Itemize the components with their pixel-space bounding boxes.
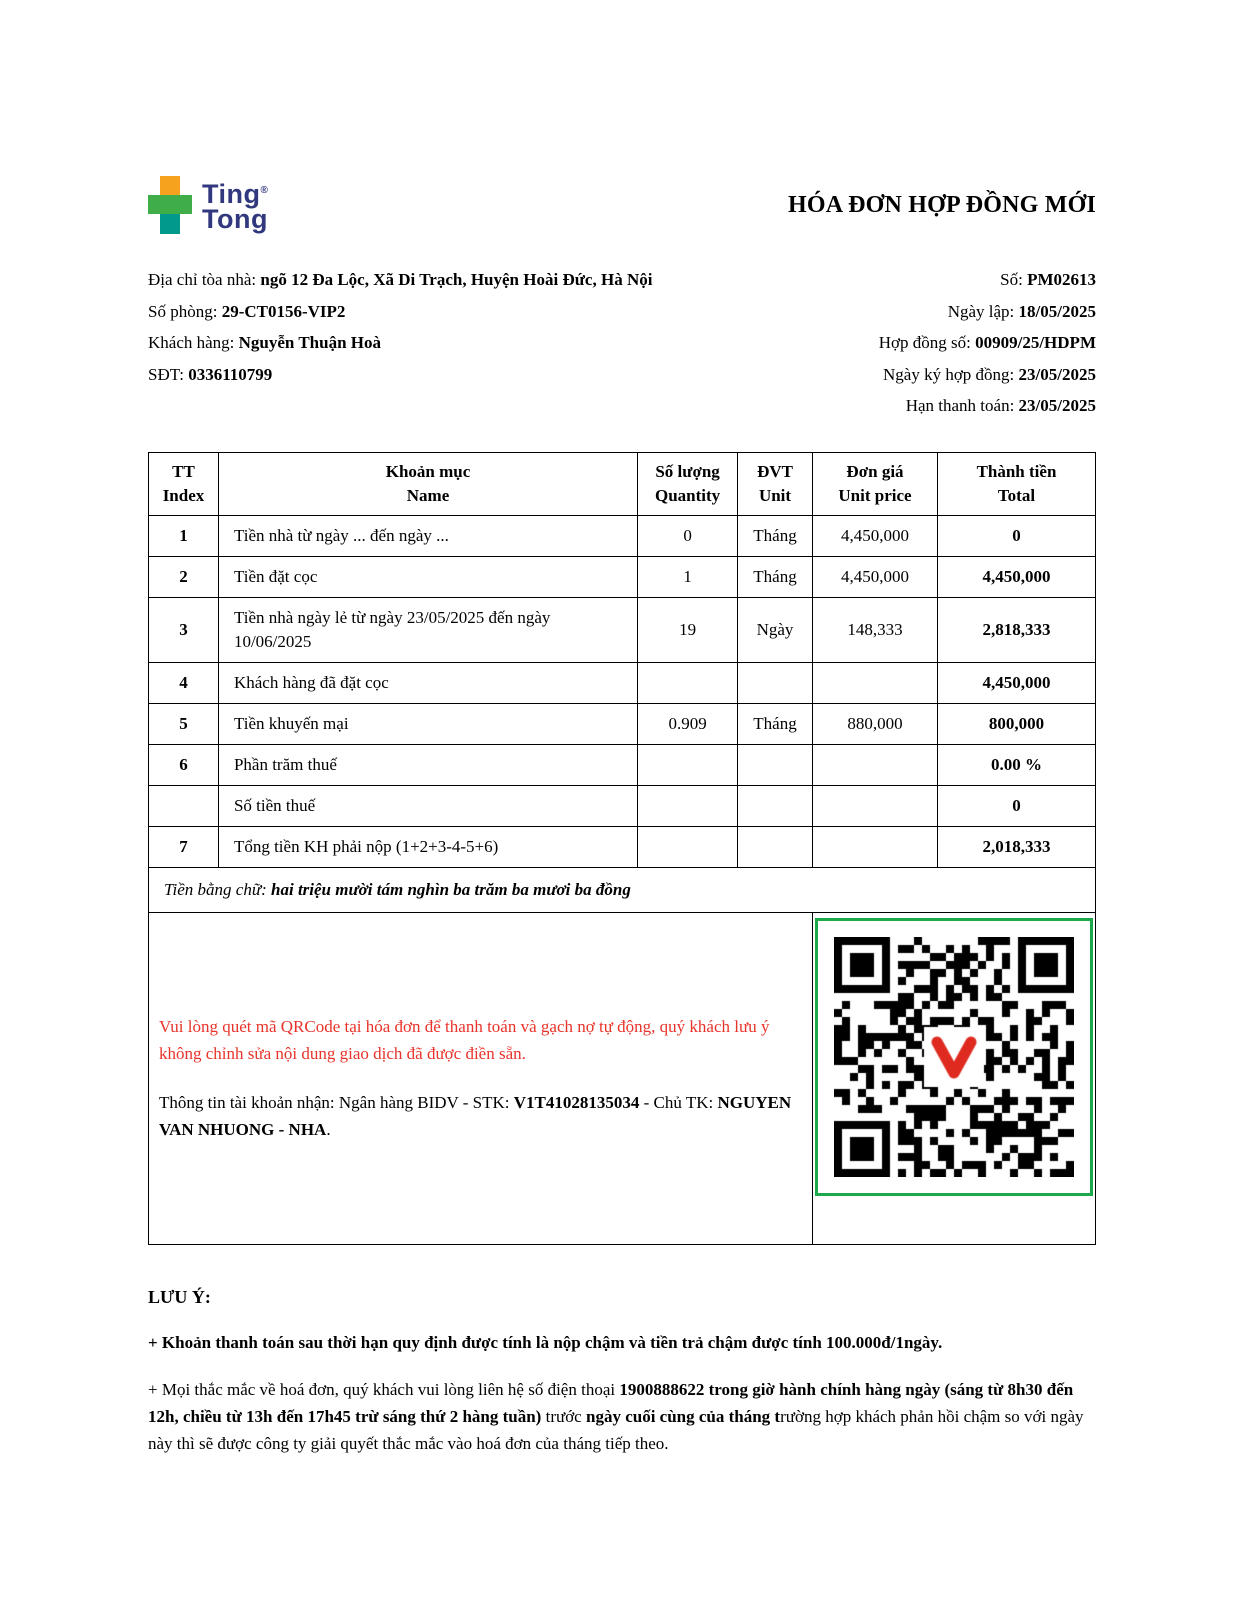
- cell-unit-price: 880,000: [813, 703, 938, 744]
- amount-in-words-value: hai triệu mười tám nghìn ba trăm ba mươi ba đồng: [271, 879, 631, 899]
- issue-date-row: [660, 296, 1096, 328]
- notes-heading: LƯU Ý:: [148, 1286, 211, 1307]
- cell-quantity: [638, 785, 738, 826]
- account-suffix: .: [326, 1120, 331, 1139]
- cell-total: 800,000: [937, 703, 1095, 744]
- cell-total: 4,450,000: [937, 556, 1095, 597]
- document-title: HÓA ĐƠN HỢP ĐỒNG MỚI: [787, 192, 1096, 218]
- cell-index: 1: [149, 515, 219, 556]
- cell-name: Tiền khuyến mại: [218, 703, 637, 744]
- building-address-row: [148, 264, 660, 296]
- note-hotline-seg-0: + Mọi thắc mắc về hoá đơn, quý khách vui lòng liên hệ số điện thoại: [148, 1379, 620, 1399]
- cell-name: Tổng tiền KH phải nộp (1+2+3-4-5+6): [218, 826, 637, 867]
- cell-unit-price: [813, 826, 938, 867]
- room-number-row: [148, 296, 660, 328]
- cell-unit: [738, 662, 813, 703]
- account-prefix: Thông tin tài khoản nhận: Ngân hàng BIDV - STK:: [159, 1093, 514, 1112]
- qr-warning-text: Vui lòng quét mã QRCode tại hóa đơn để thanh toán và gạch nợ tự động, quý khách lưu ý không chỉnh sửa nội dung giao dịch đã được điền sẵn.: [159, 1017, 770, 1063]
- table-row: [149, 515, 1096, 556]
- cell-unit-price: 4,450,000: [813, 515, 938, 556]
- due-date-value: 23/05/2025: [1018, 396, 1096, 415]
- cell-index: 3: [149, 597, 219, 662]
- col-header-index: TT Index: [149, 452, 219, 515]
- cell-quantity: 0.909: [638, 703, 738, 744]
- cell-index: 7: [149, 826, 219, 867]
- payment-row: [149, 912, 1096, 1244]
- cell-unit: Tháng: [738, 556, 813, 597]
- payment-info-cell: [149, 912, 813, 1244]
- notes-section: [148, 1287, 1096, 1457]
- table-row: [149, 826, 1096, 867]
- header-row: [149, 452, 1096, 515]
- note-hotline-seg-4: rường hợp khách phản hồi chậm so với ngày này thì sẽ được công ty giải quyết thắc mắc vào hoá đơn của tháng tiếp theo.: [148, 1406, 1084, 1453]
- account-holder: NGUYEN VAN NHUONG - NHA: [159, 1093, 792, 1139]
- cell-quantity: [638, 662, 738, 703]
- invoice-number-value: PM02613: [1027, 270, 1096, 289]
- header: [148, 176, 1096, 234]
- contract-number-value: 00909/25/HDPM: [975, 333, 1096, 352]
- brand-wordmark: [202, 178, 268, 232]
- contract-number-label: Hợp đồng số:: [878, 333, 976, 352]
- note-hotline-seg-1: 1900888622 trong giờ hành chính hàng ngày (sáng từ 8h30 đến 12h, chiều từ 13h đến 17h45 trừ sáng thứ 2 hàng tuần): [148, 1379, 1074, 1426]
- invoice-table-header: [149, 452, 1096, 515]
- qr-code: [834, 937, 1074, 1177]
- cell-name: Khách hàng đã đặt cọc: [218, 662, 637, 703]
- cell-unit: [738, 826, 813, 867]
- table-row: [149, 703, 1096, 744]
- col-header-unit: ĐVT Unit: [738, 452, 813, 515]
- note-hotline-seg-2: trước: [541, 1406, 586, 1426]
- qr-cell: [813, 912, 1096, 1244]
- col-header-unit-price: Đơn giá Unit price: [813, 452, 938, 515]
- cell-index: 4: [149, 662, 219, 703]
- cell-name: Phần trăm thuế: [218, 744, 637, 785]
- customer-label: Khách hàng:: [148, 333, 239, 352]
- room-number-label: Số phòng:: [148, 301, 222, 321]
- registered-mark: ®: [260, 185, 269, 196]
- cell-name: Số tiền thuế: [218, 785, 637, 826]
- building-address-label: Địa chỉ tòa nhà:: [148, 270, 261, 289]
- invoice-table: [148, 452, 1096, 1245]
- invoice-meta-right: [660, 264, 1096, 422]
- contract-number-row: [660, 327, 1096, 359]
- phone-row: [148, 359, 660, 391]
- col-header-quantity: Số lượng Quantity: [638, 452, 738, 515]
- note-late-payment: + Khoản thanh toán sau thời hạn quy định được tính là nộp chậm và tiền trả chậm được tính 100.000đ/1ngày.: [148, 1332, 943, 1352]
- phone-label: SĐT:: [148, 364, 189, 384]
- note-hotline-seg-3: ngày cuối cùng của tháng t: [585, 1406, 781, 1426]
- invoice-number-label: Số:: [1000, 270, 1028, 289]
- table-row: [149, 744, 1096, 785]
- col-header-total: Thành tiền Total: [937, 452, 1095, 515]
- cell-unit: [738, 785, 813, 826]
- tingtong-logo-icon: [148, 176, 192, 234]
- cell-quantity: 0: [638, 515, 738, 556]
- brand-word-ting: Ting: [202, 179, 261, 209]
- cell-name: Tiền nhà ngày lẻ từ ngày 23/05/2025 đến ngày 10/06/2025: [218, 597, 637, 662]
- amount-in-words-row: [149, 867, 1096, 912]
- cell-unit: Ngày: [738, 597, 813, 662]
- amount-in-words-cell: [149, 867, 1096, 912]
- issue-date-value: 18/05/2025: [1018, 301, 1096, 321]
- cell-quantity: [638, 744, 738, 785]
- brand-logo: [148, 176, 268, 234]
- brand-word-tong: Tong: [202, 204, 268, 234]
- table-row: [149, 662, 1096, 703]
- room-number-value: 29-CT0156-VIP2: [221, 301, 346, 321]
- qr-frame: [815, 918, 1093, 1196]
- cell-total: 4,450,000: [937, 662, 1095, 703]
- customer-value: Nguyễn Thuận Hoà: [238, 333, 381, 352]
- account-info-text: [159, 1089, 794, 1143]
- cell-index: 6: [149, 744, 219, 785]
- invoice-number-row: [660, 264, 1096, 296]
- table-row: [149, 556, 1096, 597]
- cell-quantity: [638, 826, 738, 867]
- cell-unit-price: 4,450,000: [813, 556, 938, 597]
- invoice-meta-left: [148, 264, 660, 422]
- cell-index: [149, 785, 219, 826]
- due-date-label: Hạn thanh toán:: [905, 396, 1019, 415]
- table-row: [149, 597, 1096, 662]
- invoice-meta: [148, 264, 1096, 422]
- cell-total: 0.00 %: [937, 744, 1095, 785]
- note-hotline: [148, 1376, 1096, 1457]
- cell-total: 0: [937, 515, 1095, 556]
- table-row: [149, 785, 1096, 826]
- cell-unit-price: [813, 744, 938, 785]
- cell-unit: Tháng: [738, 703, 813, 744]
- cell-index: 5: [149, 703, 219, 744]
- cell-total: 2,018,333: [937, 826, 1095, 867]
- cell-name: Tiền đặt cọc: [218, 556, 637, 597]
- account-mid: - Chủ TK:: [639, 1093, 718, 1112]
- cell-unit-price: [813, 785, 938, 826]
- invoice-page: [148, 0, 1096, 1457]
- phone-value: 0336110799: [188, 364, 273, 384]
- cell-index: 2: [149, 556, 219, 597]
- cell-name: Tiền nhà từ ngày ... đến ngày ...: [218, 515, 637, 556]
- account-number: V1T41028135034: [513, 1093, 640, 1112]
- cell-total: 0: [937, 785, 1095, 826]
- customer-row: [148, 327, 660, 359]
- contract-sign-date-label: Ngày ký hợp đồng:: [883, 364, 1019, 384]
- amount-in-words-label: Tiền bằng chữ:: [164, 879, 272, 899]
- cell-total: 2,818,333: [937, 597, 1095, 662]
- cell-unit: [738, 744, 813, 785]
- cell-unit: Tháng: [738, 515, 813, 556]
- contract-sign-date-value: 23/05/2025: [1018, 364, 1096, 384]
- cell-quantity: 1: [638, 556, 738, 597]
- issue-date-label: Ngày lập:: [947, 301, 1019, 321]
- col-header-name: Khoản mục Name: [218, 452, 637, 515]
- contract-sign-date-row: [660, 359, 1096, 391]
- cell-quantity: 19: [638, 597, 738, 662]
- cell-unit-price: 148,333: [813, 597, 938, 662]
- due-date-row: [660, 390, 1096, 422]
- building-address-value: ngõ 12 Đa Lộc, Xã Di Trạch, Huyện Hoài Đức, Hà Nội: [260, 270, 653, 289]
- cell-unit-price: [813, 662, 938, 703]
